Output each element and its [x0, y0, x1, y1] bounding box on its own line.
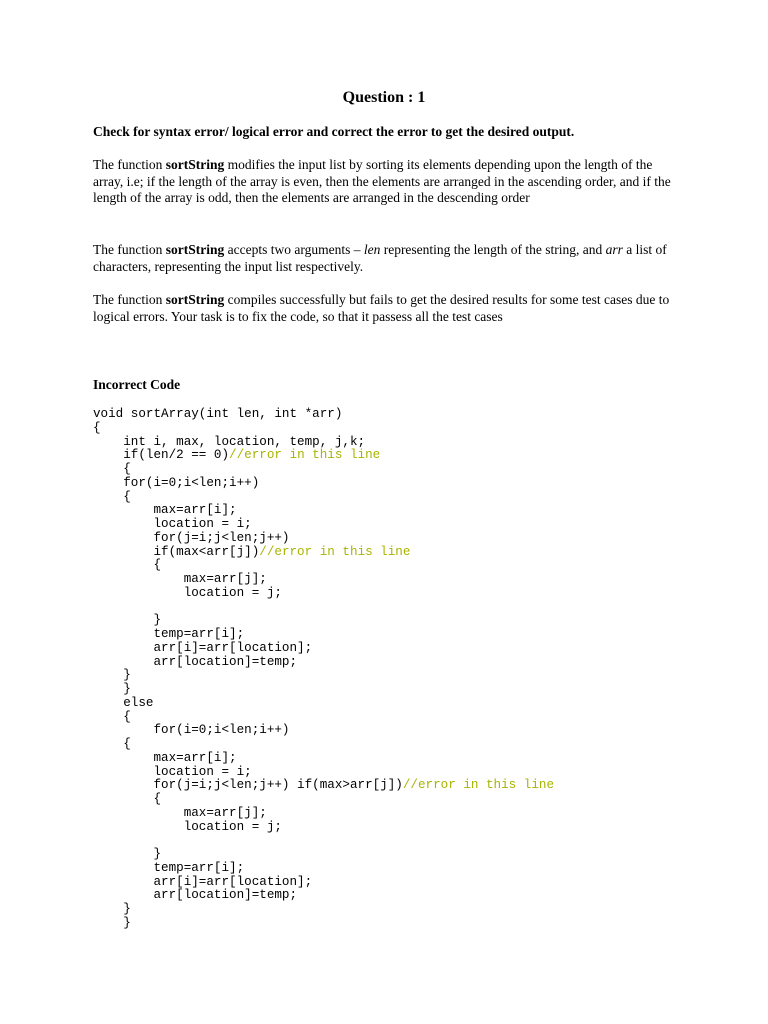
- code-line: [93, 889, 554, 903]
- code-text: }: [93, 668, 131, 683]
- code-text: }: [93, 847, 162, 861]
- section-title: Incorrect Code: [93, 377, 181, 392]
- code-text: arr[i]=arr[location];: [93, 874, 313, 889]
- code-text: if(len/2 == 0): [93, 448, 230, 463]
- code-line: [93, 491, 554, 505]
- question-title: Question : 1: [342, 89, 426, 106]
- code-line: [93, 862, 554, 876]
- p2-arg-arr: arr: [605, 242, 623, 257]
- code-line: [93, 793, 554, 807]
- code-text: void sortArray(int len, int *arr): [93, 407, 343, 421]
- code-text: {: [93, 737, 131, 751]
- code-line: [93, 738, 554, 752]
- code-line: [93, 834, 554, 848]
- error-comment: //error in this line: [402, 778, 555, 793]
- code-line: [93, 518, 554, 532]
- code-text: location = i;: [93, 764, 252, 779]
- code-text: for(i=0;i<len;i++): [93, 723, 290, 738]
- code-text: }: [93, 682, 131, 696]
- p2-text-a: The function: [93, 242, 166, 257]
- p2-text-e: representing the length of the string, and: [380, 242, 606, 257]
- code-line: [93, 477, 554, 491]
- code-line: [93, 642, 554, 656]
- code-line: [93, 573, 554, 587]
- code-line: [93, 903, 554, 917]
- code-text: location = i;: [93, 517, 252, 531]
- p2-arg-len: len: [363, 242, 381, 257]
- code-line: [93, 821, 554, 835]
- code-line: [93, 601, 554, 615]
- error-comment: //error in this line: [229, 448, 381, 463]
- code-text: max=arr[i];: [93, 750, 237, 765]
- code-text: max=arr[j];: [93, 572, 267, 586]
- code-text: arr[location]=temp;: [93, 888, 298, 903]
- code-line: [93, 807, 554, 821]
- code-text: {: [93, 489, 131, 504]
- error-comment: //error in this line: [259, 544, 411, 559]
- code-text: for(j=i;j<len;j++): [93, 530, 290, 545]
- code-line: [93, 752, 554, 766]
- code-text: {: [93, 709, 131, 724]
- code-text: location = j;: [93, 819, 282, 834]
- code-line: [93, 848, 554, 862]
- code-line: [93, 917, 554, 931]
- code-line: [93, 532, 554, 546]
- code-line: [93, 697, 554, 711]
- code-line: [93, 449, 554, 463]
- code-line: [93, 422, 554, 436]
- code-block: [93, 408, 554, 931]
- code-text: }: [93, 902, 131, 916]
- code-line: [93, 669, 554, 683]
- code-line: [93, 546, 554, 560]
- code-text: {: [93, 420, 101, 435]
- code-text: max=arr[j];: [93, 805, 267, 820]
- p1-text-c: modifies the input list by sorting its elements depending upon the length of the array, i.e; if the length of the array is even, then the elements are arranged in the ascending order, and if the length of the array is odd, then the elements are arranged in the descending order: [93, 157, 671, 205]
- code-text: {: [93, 462, 131, 476]
- description-paragraph-3: [93, 292, 683, 325]
- code-line: [93, 463, 554, 477]
- code-text: arr[location]=temp;: [93, 654, 298, 669]
- code-line: [93, 408, 554, 422]
- code-text: }: [93, 613, 162, 628]
- p3-function-name: sortString: [165, 292, 225, 307]
- code-line: [93, 711, 554, 725]
- code-text: else: [93, 695, 154, 710]
- code-text: temp=arr[i];: [93, 627, 245, 641]
- code-text: for(i=0;i<len;i++): [93, 475, 260, 490]
- code-line: [93, 779, 554, 793]
- description-paragraph-1: [93, 157, 683, 207]
- code-text: location = j;: [93, 585, 282, 600]
- code-text: if(max<arr[j]): [93, 544, 260, 559]
- code-text: {: [93, 558, 162, 573]
- code-text: temp=arr[i];: [93, 860, 245, 875]
- code-line: [93, 587, 554, 601]
- code-text: }: [93, 915, 131, 930]
- code-line: [93, 614, 554, 628]
- p2-text-c: accepts two arguments –: [224, 242, 364, 257]
- p2-function-name: sortString: [165, 242, 225, 257]
- p3-text-c: compiles successfully but fails to get the desired results for some test cases due to logical errors. Your task is to fix the code, so that it passess all the test cases: [93, 292, 670, 324]
- code-line: [93, 766, 554, 780]
- p2-text-g: a list of characters, representing the input list respectively.: [93, 242, 667, 274]
- code-line: [93, 656, 554, 670]
- code-line: [93, 724, 554, 738]
- p3-text-a: The function: [93, 292, 166, 307]
- code-text: int i, max, location, temp, j,k;: [93, 434, 366, 449]
- code-line: [93, 559, 554, 573]
- p1-text-a: The function: [93, 157, 166, 172]
- description-paragraph-2: [93, 242, 683, 275]
- code-text: arr[i]=arr[location];: [93, 640, 313, 655]
- code-line: [93, 628, 554, 642]
- p1-function-name: sortString: [165, 157, 225, 172]
- question-instruction: Check for syntax error/ logical error and correct the error to get the desired output.: [93, 124, 575, 139]
- code-line: [93, 436, 554, 450]
- code-line: [93, 504, 554, 518]
- code-line: [93, 683, 554, 697]
- code-text: for(j=i;j<len;j++) if(max>arr[j]): [93, 778, 403, 793]
- code-line: [93, 876, 554, 890]
- code-text: {: [93, 792, 162, 806]
- code-text: max=arr[i];: [93, 503, 237, 518]
